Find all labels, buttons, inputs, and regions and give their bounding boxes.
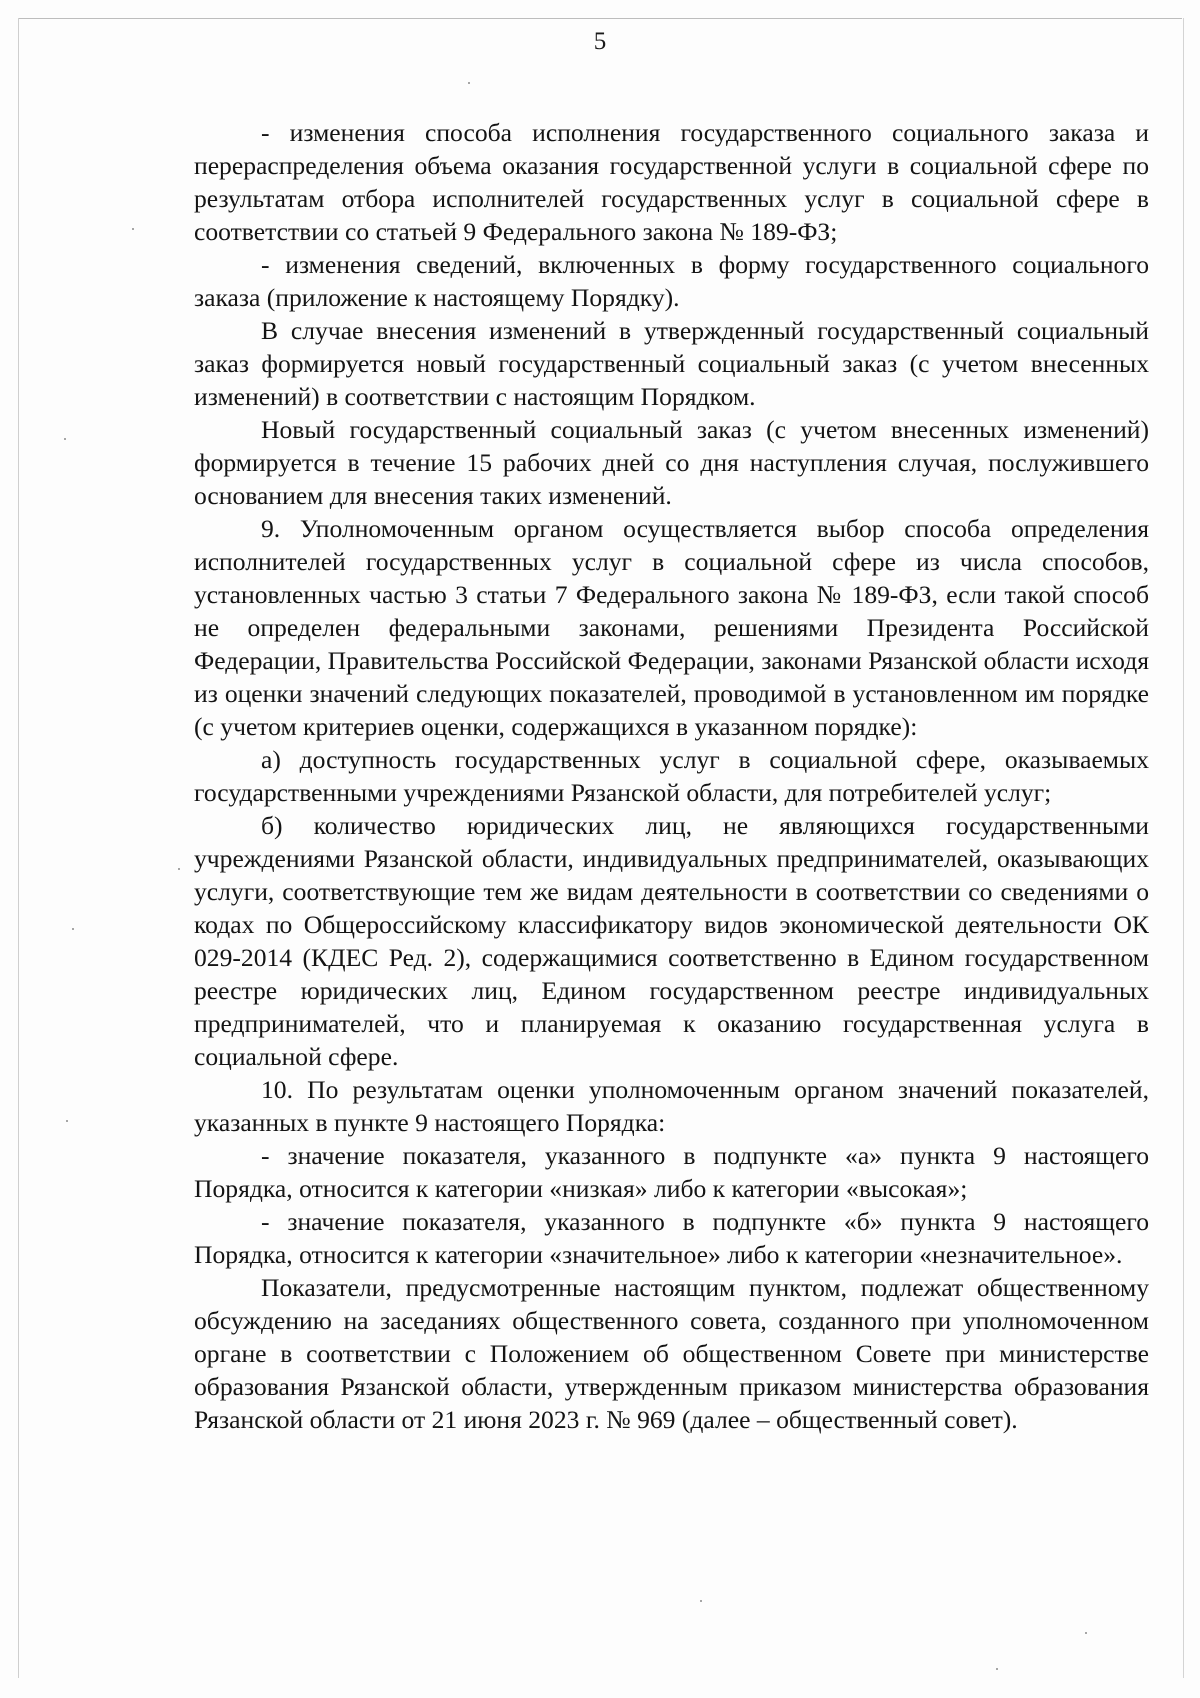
scan-speck [132,228,134,230]
paragraph-item-9a: а) доступность государственных услуг в социальной сфере, оказываемых государственными учреждениями Рязанской области, для потребителей услуг; [194,745,1149,807]
scan-speck [996,1668,998,1670]
paragraph-item-9: 9. Уполномоченным органом осуществляется выбор способа определения исполнителей государственных услуг в социальной сфере из числа способов, установленных частью 3 статьи 7 Федерального закона № 189-ФЗ, если такой способ не определен федеральными законами, решениями Президента Российской Федерации, Правительства Российской Федерации, законами Рязанской области исходя из оценки значений следующих показателей, проводимой в установленном им порядке (с учетом критериев оценки, содержащихся в указанном порядке): [194,514,1150,741]
scan-speck [66,1120,68,1122]
paragraph-item-10-a-value: - значение показателя, указанного в подпункте «а» пункта 9 настоящего Порядка, относится к категории «низкая» либо к категории «высокая»; [194,1141,1149,1203]
paragraph-item-10: 10. По результатам оценки уполномоченным органом значений показателей, указанных в пункте 9 настоящего Порядка: [194,1075,1149,1137]
paragraph-item-9b: б) количество юридических лиц, не являющихся государственными учреждениями Рязанской области, индивидуальных предпринимателей, оказывающих услуги, соответствующие тем же видам деятельности в соответствии со сведениями о кодах по Общероссийскому классификатору видов экономической деятельности ОК 029-2014 (КДЕС Ред. 2), содержащимися соответственно в Едином государственном реестре юридических лиц, Едином государственном реестре индивидуальных предпринимателей, что и планируемая к оказанию государственная услуга в социальной сфере. [194,811,1149,1071]
scan-speck [468,82,470,84]
scan-edge-top [18,18,1182,19]
scan-speck [1085,1632,1087,1634]
paragraph-change-info: - изменения сведений, включенных в форму государственного социального заказа (приложение к настоящему Порядку). [194,250,1149,312]
document-body [194,116,1149,1436]
scan-speck [64,438,66,440]
page-number: 5 [593,28,607,55]
scan-speck [700,1600,702,1602]
scan-speck [178,868,180,870]
scan-edge-left [18,18,19,1678]
paragraph-public-discussion: Показатели, предусмотренные настоящим пунктом, подлежат общественному обсуждению на заседаниях общественного совета, созданного при уполномоченном органе в соответствии с Положением об общественном Совете при министерстве образования Рязанской области, утвержденным приказом министерства образования Рязанской области от 21 июня 2023 г. № 969 (далее – общественный совет). [194,1273,1149,1434]
scan-edge-right [1183,18,1184,1678]
paragraph-change-method: - изменения способа исполнения государственного социального заказа и перераспределения объема оказания государственной услуги в социальной сфере по результатам отбора исполнителей государственных услуг в социальной сфере в соответствии со статьей 9 Федерального закона № 189-ФЗ; [194,118,1149,246]
paragraph-new-order-forming: В случае внесения изменений в утвержденный государственный социальный заказ формируется новый государственный социальный заказ (с учетом внесенных изменений) в соответствии с настоящим Порядком. [194,316,1149,411]
scan-speck [72,928,74,930]
paragraph-new-order-deadline: Новый государственный социальный заказ (с учетом внесенных изменений) формируется в течение 15 рабочих дней со дня наступления случая, послужившего основанием для внесения таких изменений. [194,415,1149,510]
paragraph-item-10-b-value: - значение показателя, указанного в подпункте «б» пункта 9 настоящего Порядка, относится к категории «значительное» либо к категории «незначительное». [194,1207,1149,1269]
